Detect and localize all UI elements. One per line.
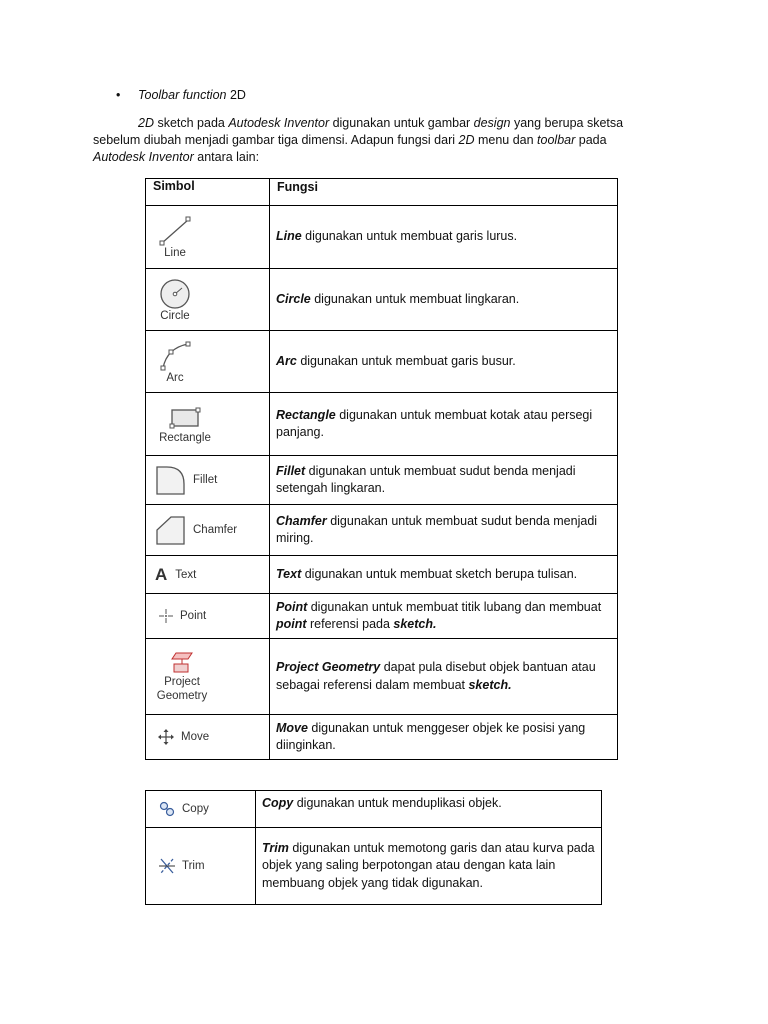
header-fungsi: Fungsi bbox=[270, 179, 618, 206]
term: Point bbox=[276, 599, 308, 614]
description: dapat pula disebut objek bantuan atau sebagai referensi dalam membuat bbox=[276, 660, 596, 692]
intro-text: digunakan untuk gambar bbox=[329, 116, 474, 130]
table-row bbox=[146, 269, 618, 331]
intro-paragraph bbox=[93, 115, 638, 166]
header-simbol: Simbol bbox=[146, 179, 270, 206]
term: Arc bbox=[276, 353, 297, 368]
table-row bbox=[146, 331, 618, 393]
table-row bbox=[146, 639, 618, 715]
term: Chamfer bbox=[276, 513, 327, 528]
description: digunakan untuk membuat garis lurus. bbox=[301, 229, 518, 244]
term: sketch. bbox=[468, 677, 512, 692]
term: sketch. bbox=[393, 617, 437, 631]
icon-label: Geometry bbox=[156, 689, 208, 702]
icon-label: Text bbox=[175, 568, 197, 581]
symbol-cell bbox=[146, 715, 270, 760]
term: Fillet bbox=[276, 463, 306, 478]
function-cell bbox=[270, 556, 618, 594]
description: digunakan untuk menggeser objek ke posisi yang diinginkan. bbox=[276, 720, 586, 752]
table-row bbox=[146, 206, 618, 269]
function-cell bbox=[270, 269, 618, 331]
intro-term: Autodesk Inventor bbox=[93, 150, 194, 164]
term: Project Geometry bbox=[276, 660, 381, 674]
description: digunakan untuk memotong garis dan atau kurva pada objek yang saling berpotongan atau dengan kata lain membuang objek yang tidak digunakan. bbox=[262, 840, 595, 890]
symbol-cell bbox=[146, 331, 270, 393]
description: referensi pada bbox=[306, 617, 394, 631]
move-icon bbox=[157, 728, 175, 746]
function-cell bbox=[270, 331, 618, 393]
symbol-cell bbox=[146, 828, 256, 905]
symbol-cell bbox=[146, 505, 270, 556]
function-cell bbox=[270, 594, 618, 639]
symbol-function-table bbox=[145, 178, 618, 760]
function-cell bbox=[270, 505, 618, 556]
circle-icon bbox=[155, 278, 195, 310]
term: Line bbox=[276, 229, 302, 244]
intro-text: pada bbox=[575, 133, 607, 147]
icon-label: Circle bbox=[160, 309, 190, 322]
symbol-cell bbox=[146, 791, 256, 828]
function-cell bbox=[256, 791, 602, 828]
text-icon: A bbox=[155, 564, 168, 584]
function-cell bbox=[270, 393, 618, 456]
icon-label: Chamfer bbox=[193, 524, 238, 536]
intro-term: 2D bbox=[458, 133, 475, 147]
term: Circle bbox=[276, 291, 311, 306]
function-cell bbox=[270, 715, 618, 760]
intro-text: sketch pada bbox=[153, 116, 229, 130]
icon-label: Project bbox=[164, 675, 200, 688]
fillet-icon bbox=[155, 464, 187, 496]
term: Text bbox=[276, 566, 302, 581]
bullet-label-italic: Toolbar function bbox=[138, 88, 227, 102]
description: digunakan untuk membuat sudut benda menjadi setengah lingkaran. bbox=[276, 463, 576, 495]
term: Trim bbox=[262, 840, 289, 855]
symbol-cell bbox=[146, 556, 270, 594]
intro-text: yang berupa sketsa sebelum diubah menjadi gambar tiga dimensi. Adapun fungsi dari bbox=[93, 116, 624, 147]
term: point bbox=[276, 617, 307, 631]
icon-label: Copy bbox=[182, 803, 209, 815]
bullet-label-plain: 2D bbox=[226, 88, 246, 102]
symbol-cell bbox=[146, 206, 270, 269]
bullet-heading bbox=[116, 88, 246, 102]
term: Rectangle bbox=[276, 407, 336, 422]
chamfer-icon bbox=[155, 514, 187, 546]
intro-term: design bbox=[473, 116, 511, 130]
bullet-symbol: • bbox=[116, 88, 121, 102]
rectangle-icon bbox=[165, 404, 205, 432]
symbol-cell bbox=[146, 639, 270, 715]
description: digunakan untuk membuat kotak atau persegi panjang. bbox=[276, 407, 593, 439]
intro-text: antara lain: bbox=[193, 150, 260, 164]
table-row bbox=[146, 791, 602, 828]
intro-term: 2D bbox=[138, 116, 154, 130]
icon-label: Point bbox=[180, 610, 207, 622]
description: digunakan untuk membuat sketch berupa tulisan. bbox=[301, 566, 578, 581]
arc-icon bbox=[155, 340, 195, 372]
table-row bbox=[146, 556, 618, 594]
table-row bbox=[146, 505, 618, 556]
symbol-function-table-continued bbox=[145, 790, 602, 905]
table-row bbox=[146, 393, 618, 456]
term: Move bbox=[276, 720, 308, 735]
function-cell bbox=[270, 639, 618, 715]
symbol-cell bbox=[146, 456, 270, 505]
project-geometry-icon bbox=[168, 651, 196, 675]
description: digunakan untuk membuat garis busur. bbox=[296, 353, 516, 368]
description: digunakan untuk membuat titik lubang dan membuat bbox=[307, 599, 602, 614]
intro-text: menu dan bbox=[474, 133, 538, 147]
point-icon bbox=[158, 608, 174, 624]
table-row bbox=[146, 456, 618, 505]
icon-label: Rectangle bbox=[159, 432, 211, 444]
table-row bbox=[146, 828, 602, 905]
description: digunakan untuk membuat sudut benda menjadi miring. bbox=[276, 513, 598, 545]
term: Copy bbox=[262, 796, 294, 810]
table-row bbox=[146, 594, 618, 639]
icon-label: Line bbox=[164, 247, 186, 259]
function-cell bbox=[270, 456, 618, 505]
intro-term: toolbar bbox=[537, 133, 576, 147]
description: digunakan untuk membuat lingkaran. bbox=[310, 291, 520, 306]
symbol-cell bbox=[146, 269, 270, 331]
icon-label: Fillet bbox=[193, 474, 218, 486]
function-cell bbox=[256, 828, 602, 905]
symbol-cell bbox=[146, 594, 270, 639]
symbol-cell bbox=[146, 393, 270, 456]
trim-icon bbox=[158, 857, 176, 875]
description: digunakan untuk menduplikasi objek. bbox=[293, 796, 502, 810]
icon-label: Trim bbox=[182, 860, 205, 872]
line-icon bbox=[155, 215, 195, 247]
table-header-row bbox=[146, 179, 618, 206]
icon-label: Move bbox=[181, 731, 210, 743]
copy-icon bbox=[158, 800, 176, 818]
intro-term: Autodesk Inventor bbox=[228, 116, 330, 130]
table-row bbox=[146, 715, 618, 760]
function-cell bbox=[270, 206, 618, 269]
icon-label: Arc bbox=[166, 371, 184, 384]
